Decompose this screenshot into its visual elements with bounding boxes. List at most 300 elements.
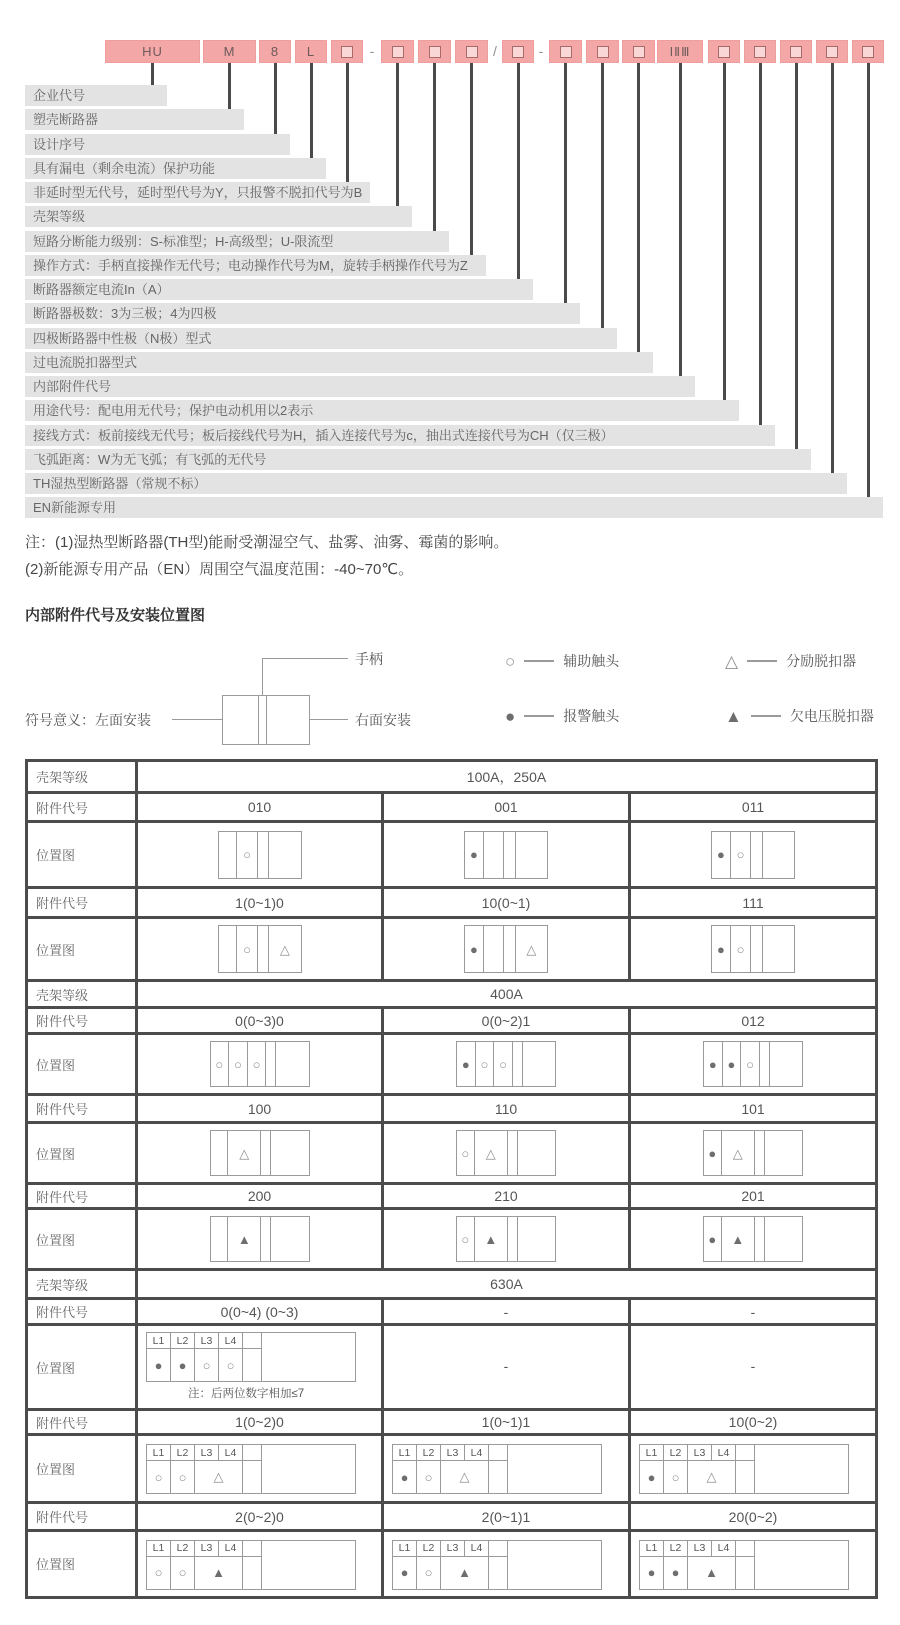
- accessory-code: 2(0~1)1: [383, 1503, 630, 1531]
- compartment: [494, 1042, 513, 1086]
- compartment: [712, 832, 731, 878]
- position-diagram-cell: [137, 1325, 383, 1410]
- pole-header: L4: [219, 1541, 243, 1557]
- aux-contact-icon: ○: [505, 651, 516, 671]
- pole-header: L1: [147, 1541, 171, 1557]
- alarm-contact-icon: ●: [393, 1461, 417, 1493]
- accessory-code: 10(0~2): [630, 1410, 877, 1435]
- position-diagram: [210, 1041, 310, 1087]
- alarm-contact-icon: ●: [664, 1557, 688, 1589]
- open-area: [755, 1541, 848, 1589]
- row-label: 附件代号: [27, 1503, 137, 1531]
- compartment: [755, 1217, 765, 1261]
- undervoltage-release-icon: ▲: [688, 1557, 736, 1589]
- row-label: 壳架等级: [27, 761, 137, 793]
- code-label-bar: 非延时型无代号，延时型代号为Y，只报警不脱扣代号为B: [25, 182, 370, 203]
- connector-line: [601, 63, 604, 328]
- position-diagram: [456, 1216, 556, 1262]
- position-diagram: [464, 831, 548, 879]
- row-label: 附件代号: [27, 888, 137, 918]
- code-slot-14: [708, 40, 740, 63]
- compartment: [476, 1042, 495, 1086]
- code-label-bar: 用途代号：配电用无代号；保护电动机用以2表示: [25, 400, 739, 421]
- code-slot-8: [455, 40, 488, 63]
- breaker-figure-divider-right: [266, 695, 267, 745]
- position-diagram-cell: [137, 1531, 383, 1598]
- position-diagram: [639, 1444, 849, 1494]
- legend-meaning-label: 符号意义：左面安装: [25, 712, 151, 728]
- pole-header-blank: [736, 1445, 754, 1461]
- compartment: [504, 832, 515, 878]
- position-diagram-cell: [137, 1034, 383, 1095]
- breaker-grid-box: [392, 1540, 602, 1590]
- compartment: [484, 832, 505, 878]
- accessory-code: 1(0~2)0: [137, 1410, 383, 1435]
- table-row: [27, 1531, 877, 1598]
- alarm-contact-icon: ●: [171, 1349, 195, 1381]
- row-label: 位置图: [27, 1325, 137, 1410]
- frame-size-value: 100A，250A: [137, 761, 877, 793]
- pole-header-blank: [489, 1445, 507, 1461]
- compartment: [722, 1217, 755, 1261]
- accessory-code: 210: [383, 1184, 630, 1209]
- code-label-bar: 内部附件代号: [25, 376, 695, 397]
- pole-grid: [640, 1445, 755, 1493]
- table-row: [27, 1034, 877, 1095]
- row-label: 位置图: [27, 1034, 137, 1095]
- compartment: [457, 1131, 475, 1175]
- compartment: [237, 832, 258, 878]
- undervoltage-release-icon: ▲: [484, 1231, 498, 1247]
- no-accessory-dash: -: [503, 1358, 509, 1374]
- open-area: [508, 1445, 601, 1493]
- position-diagram-cell: [383, 1435, 630, 1503]
- compartment: [211, 1131, 229, 1175]
- aux-contact-icon: ○: [480, 1056, 489, 1072]
- compartment: [465, 926, 484, 972]
- code-label-bar: EN新能源专用: [25, 497, 883, 518]
- table-row: [27, 1270, 877, 1299]
- code-slot-5: [331, 40, 363, 63]
- pole-header-blank: [243, 1541, 261, 1557]
- connector-line: [274, 63, 277, 134]
- connector-line: [228, 63, 231, 109]
- alarm-contact-icon: ●: [717, 847, 725, 862]
- code-slot-16: [780, 40, 812, 63]
- alarm-contact-icon: ●: [505, 706, 516, 726]
- code-label-bar: 断路器极数：3为三极；4为四极: [25, 303, 580, 324]
- breaker-grid-box: [639, 1540, 849, 1590]
- position-diagram-cell: [137, 1123, 383, 1184]
- open-area: [755, 1445, 848, 1493]
- compartment: [266, 1042, 276, 1086]
- position-diagram: [218, 831, 302, 879]
- compartment: [751, 926, 762, 972]
- code-slot-15: [744, 40, 776, 63]
- right-install-line: [310, 719, 348, 720]
- empty-code-box-icon: [597, 46, 609, 58]
- empty-code-box-icon: [862, 46, 874, 58]
- compartment: [261, 1217, 271, 1261]
- pole-header: L2: [664, 1445, 688, 1461]
- empty-code-box-icon: [718, 46, 730, 58]
- code-segment-13: ⅠⅡⅢ: [657, 40, 703, 63]
- alarm-contact-icon: ●: [708, 1145, 717, 1161]
- breaker-figure-divider-left: [258, 695, 259, 745]
- pole-header: L1: [640, 1541, 664, 1557]
- position-diagram: [711, 831, 795, 879]
- pole-header: L1: [393, 1445, 417, 1461]
- compartment: [237, 926, 258, 972]
- note-line-2: (2)新能源专用产品（EN）周围空气温度范围：-40~70℃。: [25, 561, 414, 578]
- aux-contact-icon: ○: [233, 1056, 242, 1072]
- compartment: [731, 926, 752, 972]
- connector-line: [470, 63, 473, 255]
- pole-header: L3: [688, 1541, 712, 1557]
- connector-line: [396, 63, 399, 206]
- code-slot-6: [381, 40, 414, 63]
- pole-header: L2: [171, 1333, 195, 1349]
- aux-contact-icon: ○: [461, 1145, 470, 1161]
- aux-contact-icon: ○: [147, 1557, 171, 1589]
- code-segment-3: 8: [259, 40, 291, 63]
- code-segment-2: M: [203, 40, 256, 63]
- accessory-code: 200: [137, 1184, 383, 1209]
- handle-pointer-hline: [262, 658, 348, 659]
- code-label-bar: 四极断路器中性极（N极）型式: [25, 328, 617, 349]
- accessory-code: 0(0~3)0: [137, 1008, 383, 1034]
- compartment: [763, 926, 794, 972]
- legend-dash-line: [524, 715, 554, 717]
- aux-contact-icon: ○: [147, 1461, 171, 1493]
- legend-dash-line: [751, 715, 781, 717]
- position-diagram-cell: [383, 1325, 630, 1410]
- aux-contact-icon: ○: [417, 1461, 441, 1493]
- row-label: 壳架等级: [27, 1270, 137, 1299]
- pole-header: L2: [664, 1541, 688, 1557]
- position-diagram: [703, 1216, 803, 1262]
- position-diagram: [703, 1041, 803, 1087]
- accessory-code: 10(0~1): [383, 888, 630, 918]
- position-diagram: [210, 1216, 310, 1262]
- position-diagram: [464, 925, 548, 973]
- code-separator: -: [538, 43, 544, 59]
- row-label: 附件代号: [27, 1095, 137, 1123]
- row-label: 位置图: [27, 822, 137, 888]
- compartment: [712, 926, 731, 972]
- pole-header: L4: [465, 1541, 489, 1557]
- note-line-1: 注：(1)湿热型断路器(TH型)能耐受潮湿空气、盐雾、油雾、霉菌的影响。: [25, 534, 509, 551]
- accessory-code: 011: [630, 793, 877, 822]
- aux-contact-icon: ○: [736, 847, 745, 862]
- compartment: [276, 1042, 308, 1086]
- accessory-code: 110: [383, 1095, 630, 1123]
- table-row: [27, 761, 877, 793]
- accessory-code: 1(0~1)1: [383, 1410, 630, 1435]
- position-diagram-cell: [383, 1034, 630, 1095]
- code-slot-10: [549, 40, 582, 63]
- aux-contact-icon: ○: [746, 1056, 754, 1072]
- compartment: [741, 1042, 760, 1086]
- connector-line: [151, 63, 154, 85]
- pole-header: L2: [417, 1445, 441, 1461]
- compartment: [704, 1131, 722, 1175]
- pole-header: L2: [171, 1445, 195, 1461]
- row-label: 附件代号: [27, 1410, 137, 1435]
- aux-contact-icon: ○: [243, 847, 252, 862]
- compartment: [269, 926, 300, 972]
- code-slot-7: [418, 40, 451, 63]
- code-separator: /: [493, 43, 497, 59]
- row-label: 附件代号: [27, 1184, 137, 1209]
- table-row: [27, 1184, 877, 1209]
- position-diagram: [146, 1332, 356, 1401]
- code-slot-11: [586, 40, 619, 63]
- legend-item-undervoltage: [725, 706, 874, 726]
- right-install-label: 右面安装: [355, 712, 411, 728]
- alarm-contact-icon: ●: [727, 1056, 736, 1072]
- legend-left-line: [172, 719, 222, 720]
- alarm-contact-icon: ●: [461, 1056, 470, 1072]
- accessory-code: -: [383, 1299, 630, 1325]
- accessory-code: 001: [383, 793, 630, 822]
- connector-line: [517, 63, 520, 279]
- connector-line: [433, 63, 436, 231]
- position-diagram: [146, 1540, 356, 1590]
- position-diagram-cell: [137, 1209, 383, 1270]
- accessory-code: 111: [630, 888, 877, 918]
- pole-header: L3: [195, 1541, 219, 1557]
- alarm-contact-icon: ●: [147, 1349, 171, 1381]
- handle-label: 手柄: [355, 651, 383, 667]
- compartment: [513, 1042, 523, 1086]
- position-diagram: [218, 925, 302, 973]
- aux-contact-icon: ○: [499, 1056, 507, 1072]
- pole-header: L1: [393, 1541, 417, 1557]
- pole-grid: [147, 1445, 262, 1493]
- compartment: [269, 832, 300, 878]
- empty-code-box-icon: [560, 46, 572, 58]
- connector-line: [759, 63, 762, 425]
- pole-grid: [640, 1541, 755, 1589]
- pole-blank: [736, 1557, 754, 1589]
- shunt-release-icon: △: [195, 1461, 243, 1493]
- pole-header: L4: [219, 1333, 243, 1349]
- table-row: [27, 1299, 877, 1325]
- row-label: 附件代号: [27, 1008, 137, 1034]
- accessory-code: 20(0~2): [630, 1503, 877, 1531]
- shunt-release-icon: △: [732, 1145, 743, 1161]
- compartment: [508, 1217, 518, 1261]
- accessory-code: 201: [630, 1184, 877, 1209]
- pole-header: L1: [147, 1445, 171, 1461]
- compartment: [211, 1042, 230, 1086]
- pole-blank: [736, 1461, 754, 1493]
- compartment: [258, 926, 269, 972]
- compartment: [723, 1042, 742, 1086]
- table-row: [27, 1008, 877, 1034]
- row-label: 位置图: [27, 1123, 137, 1184]
- compartment: [228, 1217, 261, 1261]
- table-row: [27, 1209, 877, 1270]
- breaker-grid-box: [146, 1332, 356, 1382]
- compartment: [755, 1131, 765, 1175]
- alarm-contact-icon: ●: [640, 1557, 664, 1589]
- code-slot-18: [852, 40, 884, 63]
- code-label-bar: 壳架等级: [25, 206, 412, 227]
- position-diagram: [392, 1444, 602, 1494]
- accessory-code: 012: [630, 1008, 877, 1034]
- legend-item-alarm: [505, 706, 619, 726]
- shunt-release-icon: △: [279, 941, 290, 957]
- open-area: [262, 1541, 355, 1589]
- connector-line: [831, 63, 834, 473]
- code-segment-4: L: [295, 40, 327, 63]
- undervoltage-release-icon: ▲: [195, 1557, 243, 1589]
- aux-contact-icon: ○: [736, 941, 745, 957]
- aux-contact-icon: ○: [461, 1231, 470, 1247]
- accessory-code: 0(0~2)1: [383, 1008, 630, 1034]
- breaker-grid-box: [639, 1444, 849, 1494]
- compartment: [518, 1217, 555, 1261]
- pole-header: L1: [147, 1333, 171, 1349]
- compartment: [523, 1042, 555, 1086]
- compartment: [751, 832, 762, 878]
- connector-line: [679, 63, 682, 376]
- shunt-release-icon: △: [485, 1145, 496, 1161]
- undervoltage-release-icon: ▲: [725, 706, 742, 726]
- breaker-grid-box: [146, 1444, 356, 1494]
- shunt-release-icon: △: [441, 1461, 489, 1493]
- position-diagram-cell: [383, 918, 630, 981]
- accessory-code: 0(0~4) (0~3): [137, 1299, 383, 1325]
- pole-grid: [147, 1333, 262, 1381]
- connector-line: [346, 63, 349, 182]
- position-diagram: [146, 1444, 356, 1494]
- shunt-release-icon: △: [725, 651, 739, 671]
- compartment: [722, 1131, 755, 1175]
- accessory-code: 010: [137, 793, 383, 822]
- undervoltage-release-icon: ▲: [237, 1231, 251, 1247]
- compartment: [258, 832, 269, 878]
- table-row: [27, 1435, 877, 1503]
- connector-line: [723, 63, 726, 400]
- empty-code-box-icon: [826, 46, 838, 58]
- code-separator: -: [369, 43, 375, 59]
- pole-header: L4: [712, 1541, 736, 1557]
- pole-header: L1: [640, 1445, 664, 1461]
- pole-grid: [393, 1445, 508, 1493]
- position-diagram: [456, 1041, 556, 1087]
- legend-item-shunt: [725, 651, 856, 671]
- position-diagram: [392, 1540, 602, 1590]
- code-label-bar: 操作方式：手柄直接操作无代号；电动操作代号为M，旋转手柄操作代号为Z: [25, 255, 486, 276]
- table-row: [27, 1325, 877, 1410]
- compartment: [508, 1131, 518, 1175]
- open-area: [262, 1333, 355, 1381]
- code-label-bar: 企业代号: [25, 85, 167, 106]
- legend-item-label: 分励脱扣器: [786, 653, 857, 669]
- position-diagram-cell: [630, 822, 877, 888]
- legend-item-label: 辅助触头: [563, 653, 620, 669]
- row-label: 位置图: [27, 1435, 137, 1503]
- accessory-code: 2(0~2)0: [137, 1503, 383, 1531]
- compartment: [261, 1131, 271, 1175]
- compartment: [229, 1042, 248, 1086]
- position-diagram-cell: [383, 1123, 630, 1184]
- aux-contact-icon: ○: [252, 1056, 261, 1072]
- connector-line: [795, 63, 798, 449]
- frame-size-value: 400A: [137, 981, 877, 1008]
- position-diagram-cell: [630, 1034, 877, 1095]
- pole-header: L2: [417, 1541, 441, 1557]
- compartment: [219, 926, 238, 972]
- pole-header: L3: [441, 1445, 465, 1461]
- position-diagram: [711, 925, 795, 973]
- undervoltage-release-icon: ▲: [441, 1557, 489, 1589]
- pole-header: L4: [465, 1445, 489, 1461]
- code-label-bar: 具有漏电（剩余电流）保护功能: [25, 158, 326, 179]
- aux-contact-icon: ○: [219, 1349, 243, 1381]
- alarm-contact-icon: ●: [717, 941, 725, 957]
- pole-header-blank: [243, 1445, 261, 1461]
- position-diagram-cell: [383, 1209, 630, 1270]
- compartment: [475, 1217, 508, 1261]
- position-diagram: [703, 1130, 803, 1176]
- code-label-bar: 断路器额定电流In（A）: [25, 279, 533, 300]
- position-diagram-cell: [630, 1123, 877, 1184]
- pole-header: L4: [219, 1445, 243, 1461]
- aux-contact-icon: ○: [664, 1461, 688, 1493]
- row-label: 附件代号: [27, 1299, 137, 1325]
- compartment: [248, 1042, 267, 1086]
- table-row: [27, 793, 877, 822]
- accessory-code: 1(0~1)0: [137, 888, 383, 918]
- pole-header: L3: [195, 1445, 219, 1461]
- shunt-release-icon: △: [239, 1145, 250, 1161]
- position-diagram-cell: [630, 1209, 877, 1270]
- position-diagram-cell: [383, 822, 630, 888]
- compartment: [457, 1217, 475, 1261]
- accessory-code: 100: [137, 1095, 383, 1123]
- row-label: 附件代号: [27, 793, 137, 822]
- alarm-contact-icon: ●: [470, 941, 478, 957]
- alarm-contact-icon: ●: [393, 1557, 417, 1589]
- legend-item-label: 欠电压脱扣器: [789, 708, 874, 724]
- code-segment-1: HU: [105, 40, 200, 63]
- no-accessory-dash: -: [750, 1358, 756, 1374]
- accessory-position-table: [25, 759, 878, 1599]
- shunt-release-icon: △: [526, 941, 537, 957]
- empty-code-box-icon: [341, 46, 353, 58]
- alarm-contact-icon: ●: [470, 847, 478, 862]
- code-slot-12: [622, 40, 655, 63]
- open-area: [262, 1445, 355, 1493]
- pole-header-blank: [736, 1541, 754, 1557]
- code-label-bar: 短路分断能力级别：S-标准型；H-高级型；U-限流型: [25, 231, 449, 252]
- compartment: [228, 1131, 261, 1175]
- compartment: [465, 832, 484, 878]
- pole-blank: [489, 1557, 507, 1589]
- table-row: [27, 1503, 877, 1531]
- code-slot-17: [816, 40, 848, 63]
- compartment: [211, 1217, 229, 1261]
- shunt-release-icon: △: [688, 1461, 736, 1493]
- accessory-code: 101: [630, 1095, 877, 1123]
- position-diagram-cell: [630, 1435, 877, 1503]
- row-label: 位置图: [27, 918, 137, 981]
- position-diagram-cell: [137, 822, 383, 888]
